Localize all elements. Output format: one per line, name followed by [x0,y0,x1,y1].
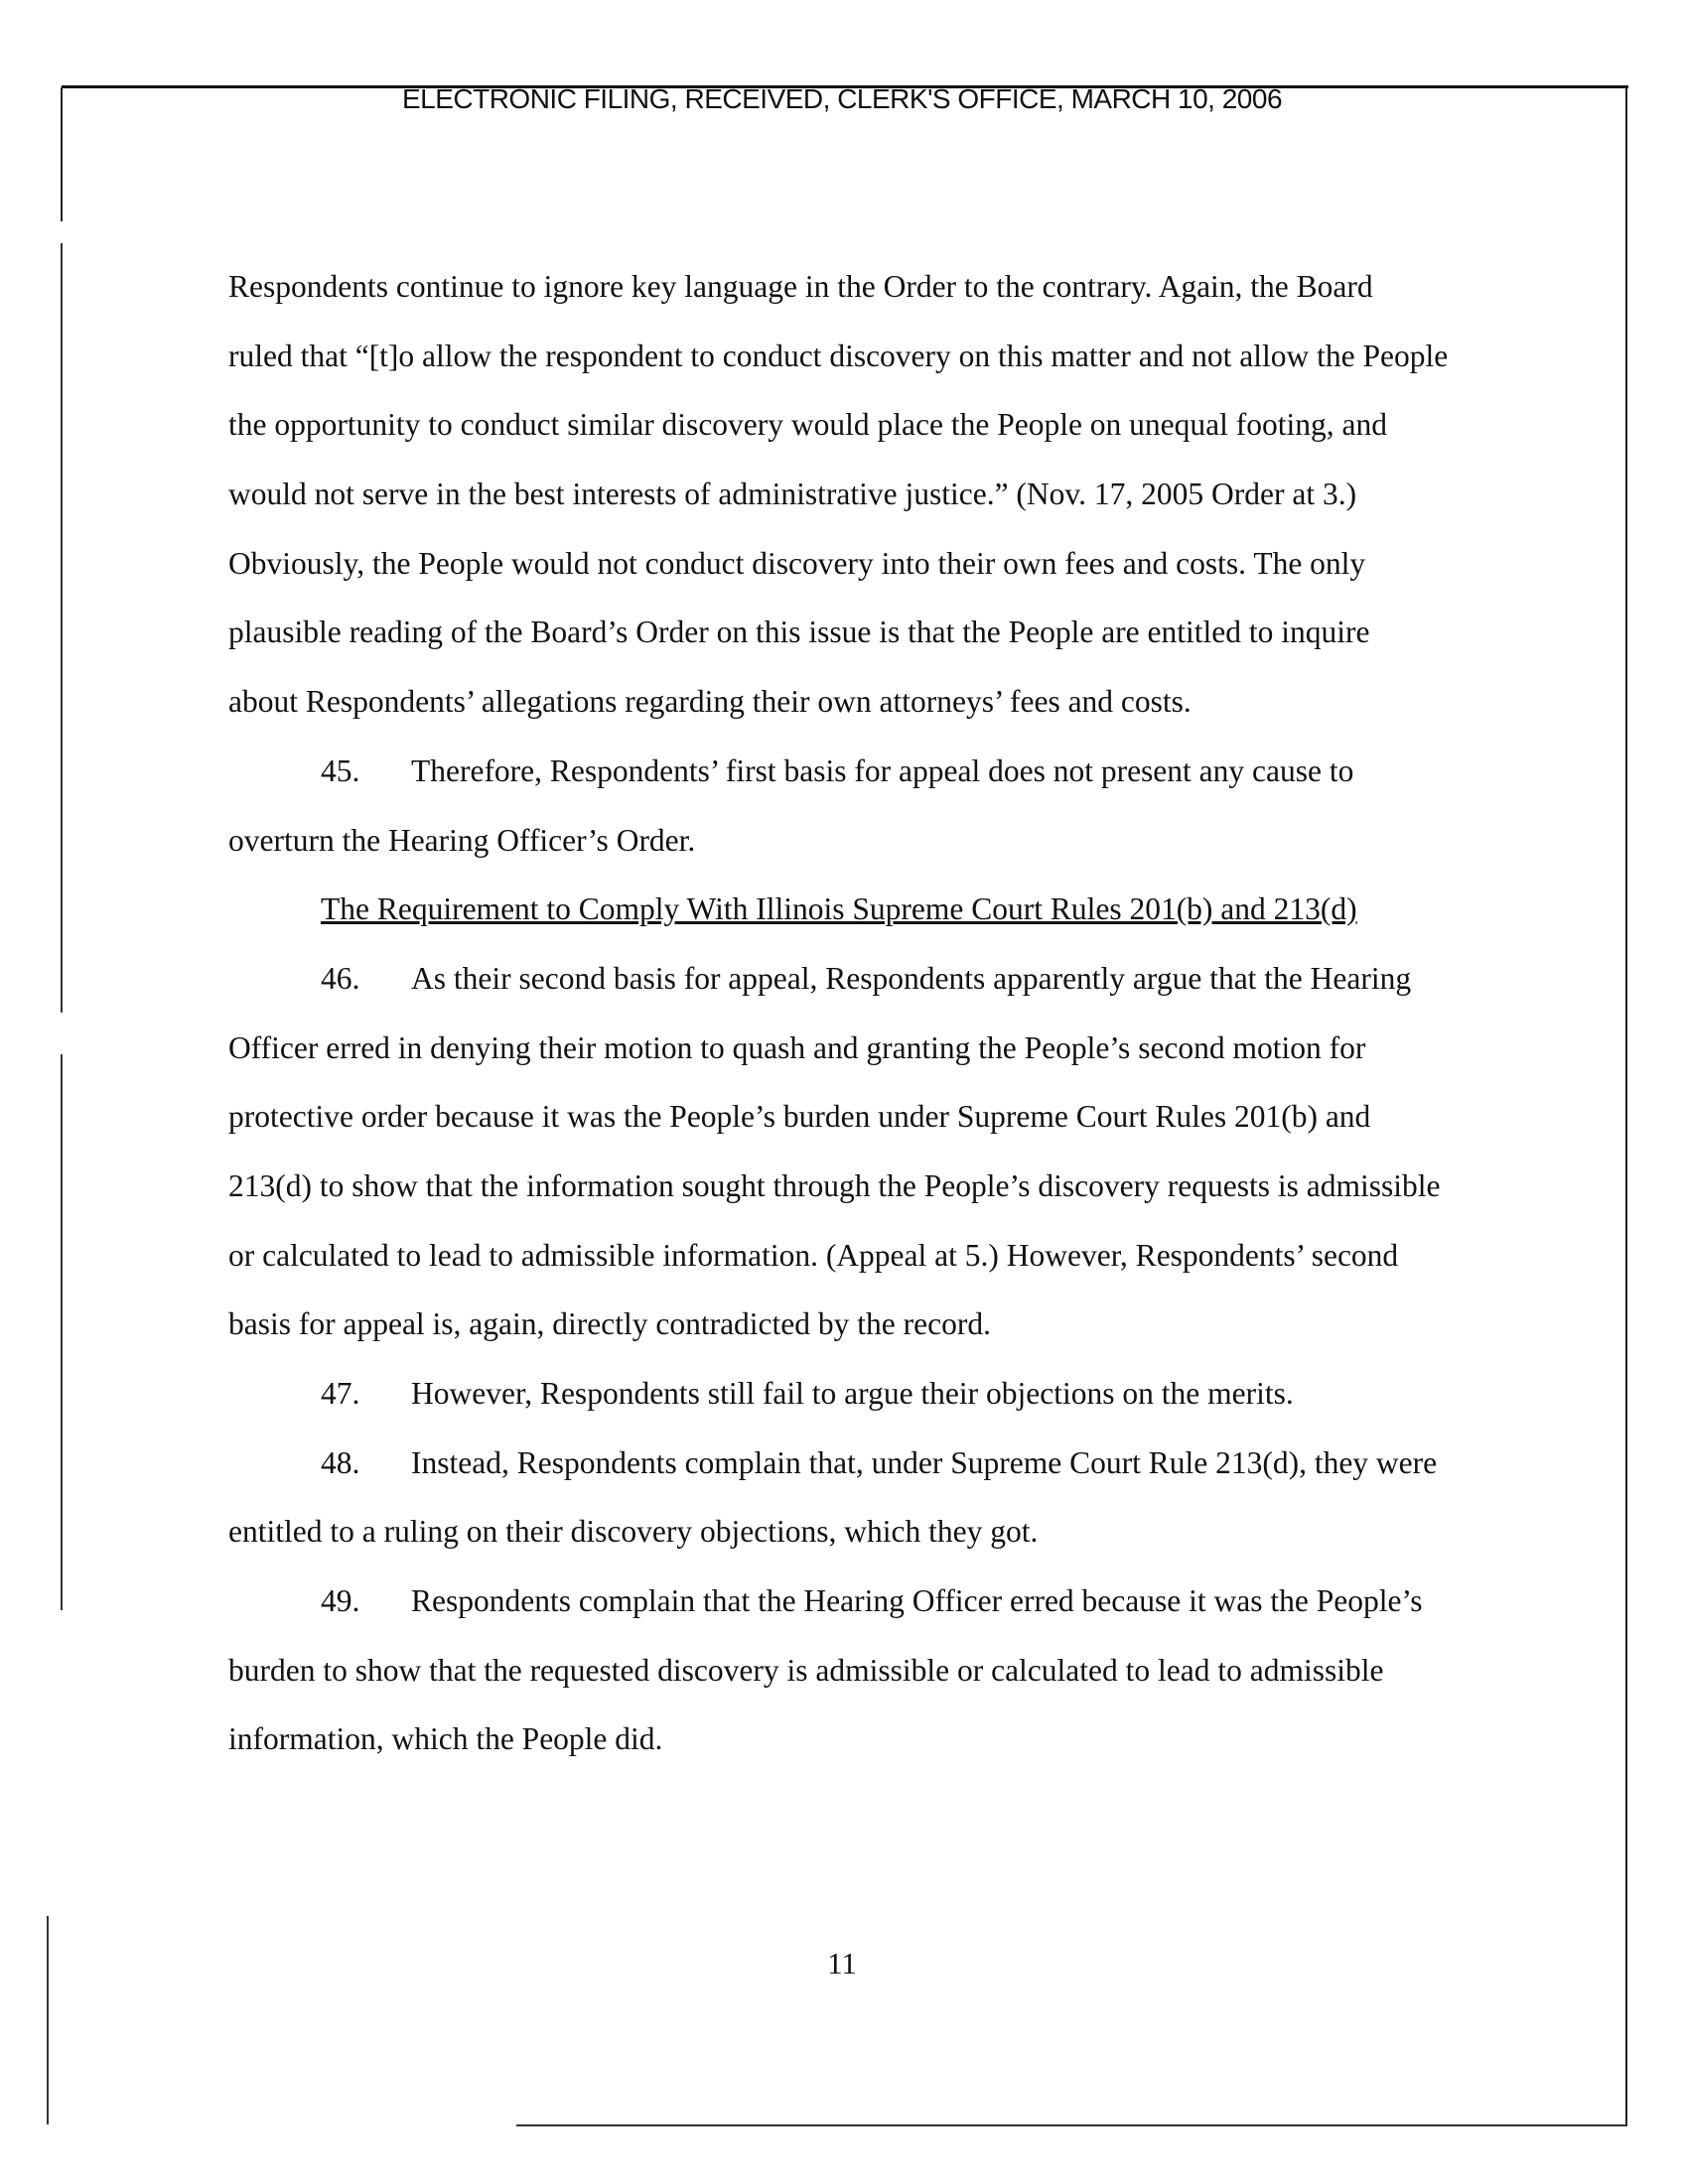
numbered-paragraph-line [0,1567,1684,1636]
text-line [0,529,1684,599]
section-heading-line [0,875,1684,944]
paragraph-text: Obviously, the People would not conduct discovery into their own fees and costs. The only [228,545,1366,581]
paragraph-text: or calculated to lead to admissible information. (Appeal at 5.) However, Respondents’ second [228,1237,1399,1273]
paragraph-text: ruled that “[t]o allow the respondent to conduct discovery on this matter and not allow the People [228,338,1449,373]
paragraph-number: 45. [321,752,360,788]
text-line [0,598,1684,667]
paragraph-text: plausible reading of the Board’s Order on this issue is that the People are entitled to inquire [228,614,1370,650]
text-line [0,1497,1684,1567]
paragraph-number: 47. [321,1376,360,1411]
filing-stamp-header: ELECTRONIC FILING, RECEIVED, CLERK'S OFFICE, MARCH 10, 2006 [401,83,1283,114]
numbered-paragraph-line [0,737,1684,806]
paragraph-text: protective order because it was the People’s burden under Supreme Court Rules 201(b) and [228,1099,1371,1135]
text-line [0,252,1684,322]
numbered-paragraph-line [0,1359,1684,1429]
numbered-paragraph-line [0,944,1684,1014]
page-number: 11 [827,1946,857,1980]
text-line [0,1705,1684,1774]
section-heading: The Requirement to Comply With Illinois Supreme Court Rules 201(b) and 213(d) [321,891,1357,927]
paragraph-text: basis for appeal is, again, directly contradicted by the record. [228,1306,991,1342]
text-line [0,1221,1684,1291]
page-frame-bottom [516,2124,1627,2126]
numbered-paragraph-line [0,1429,1684,1498]
paragraph-text: information, which the People did. [228,1721,663,1757]
paragraph-text: Respondents continue to ignore key language in the Order to the contrary. Again, the Board [228,269,1373,304]
text-line [0,1290,1684,1359]
text-line [0,322,1684,391]
paragraph-text: Instead, Respondents complain that, under Supreme Court Rule 213(d), they were [411,1444,1438,1480]
paragraph-number: 49. [321,1583,360,1619]
paragraph-text: overturn the Hearing Officer’s Order. [228,822,696,858]
paragraph-text: entitled to a ruling on their discovery objections, which they got. [228,1514,1039,1550]
text-line [0,667,1684,737]
paragraph-text: would not serve in the best interests of administrative justice.” (Nov. 17, 2005 Order at 3.) [228,477,1357,512]
text-line [0,460,1684,529]
text-line [0,1152,1684,1221]
paragraph-text: 213(d) to show that the information sought through the People’s discovery requests is admissible [228,1167,1441,1203]
paragraph-text: the opportunity to conduct similar discovery would place the People on unequal footing, and [228,407,1387,443]
text-line [0,390,1684,460]
text-line [0,806,1684,876]
paragraph-text: Therefore, Respondents’ first basis for appeal does not present any cause to [411,752,1354,788]
document-body [0,252,1684,1774]
text-line [0,1082,1684,1152]
paragraph-text: Respondents complain that the Hearing Officer erred because it was the People’s [411,1583,1423,1619]
paragraph-text: burden to show that the requested discovery is admissible or calculated to lead to admissible [228,1652,1384,1688]
paragraph-text: Officer erred in denying their motion to quash and granting the People’s second motion for [228,1029,1366,1065]
paragraph-text: As their second basis for appeal, Respondents apparently argue that the Hearing [411,960,1412,996]
paragraph-text: about Respondents’ allegations regarding their own attorneys’ fees and costs. [228,684,1192,720]
paragraph-number: 48. [321,1444,360,1480]
text-line [0,1014,1684,1083]
paragraph-text: However, Respondents still fail to argue their objections on the merits. [411,1376,1294,1411]
paragraph-number: 46. [321,960,360,996]
text-line [0,1636,1684,1706]
